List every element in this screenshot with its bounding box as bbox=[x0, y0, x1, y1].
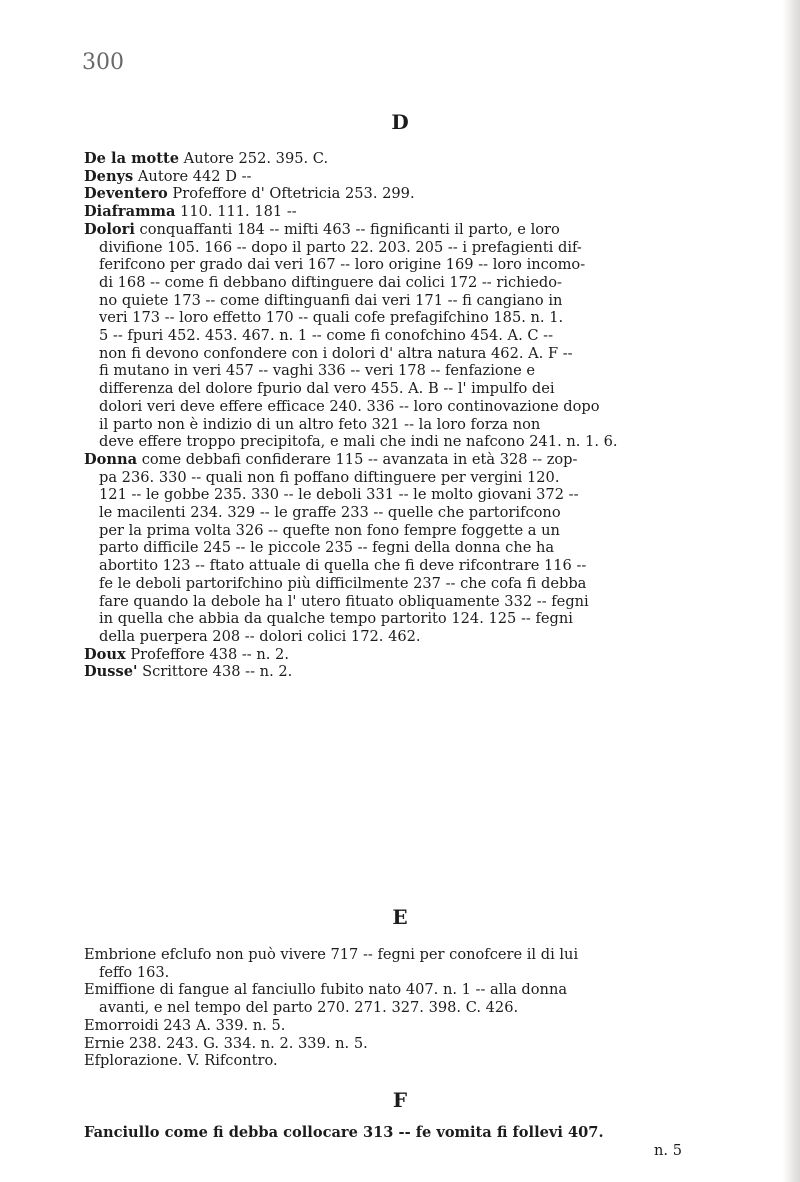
entry-text: Scrittore 438 -- n. 2. bbox=[137, 663, 293, 681]
entry-text: Emorroidi 243 A. 339. n. 5. bbox=[84, 1016, 286, 1034]
index-entry bbox=[84, 168, 712, 186]
index-entry bbox=[84, 1052, 712, 1070]
index-entry bbox=[84, 203, 712, 221]
entry-text: conquaffanti 184 -- mifti 463 -- fignificanti il parto, e loro divifione 105. 166 -- dopo il parto 22. 203. 205 -- i prefagienti dif- ferifcono per grado dai veri 167 -- loro origine 169 -- loro incomo- di 168 -- come fi debbano diftinguere dai colici 172 -- richiedo- no quiete 173 -- come diftinguanfi dai veri 171 -- fi cangiano in veri 173 -- loro effetto 170 -- quali cofe prefagifchino 185. n. 1. 5 -- fpuri 452. 453. 467. n. 1 -- come fi conofchino 454. A. C -- non fi devono confondere con i dolori d' altra natura 462. A. F -- fi mutano in veri 457 -- vaghi 336 -- veri 178 -- fenfazione e differenza del dolore fpurio dal vero 455. A. B -- l' impulfo dei dolori veri deve effere efficace 240. 336 -- loro continovazione dopo il parto non è indizio di un altro feto 321 -- la loro forza non deve effere troppo precipitofa, e mali che indi ne nafcono 241. n. 1. 6. bbox=[99, 220, 618, 451]
index-entry bbox=[84, 221, 712, 451]
index-entry bbox=[84, 1017, 712, 1035]
entry-text: Ernie 238. 243. G. 334. n. 2. 339. n. 5. bbox=[84, 1034, 368, 1052]
entry-head: Donna bbox=[84, 450, 138, 468]
section-letter-f: F bbox=[392, 1088, 408, 1112]
entry-head: Deventero bbox=[84, 185, 168, 203]
index-entry bbox=[84, 663, 712, 681]
index-section-d bbox=[84, 150, 712, 681]
index-section-e bbox=[84, 946, 712, 1070]
entry-text: Profeffore d' Oftetricia 253. 299. bbox=[167, 185, 415, 203]
index-entry bbox=[84, 981, 712, 1016]
entry-text: Efplorazione. V. Rifcontro. bbox=[84, 1052, 278, 1070]
entry-text: Autore 442 D -- bbox=[133, 167, 252, 185]
entry-text: come debbafi confiderare 115 -- avanzata in età 328 -- zop- pa 236. 330 -- quali non fi poffano diftinguere per vergini 120. 121 -- le gobbe 235. 330 -- le deboli 331 -- le molto giovani 372 -- le macilenti 234. 329 -- le graffe 233 -- quelle che partorifcono per la prima volta 326 -- quefte non fono fempre foggette a un parto difficile 245 -- le piccole 235 -- fegni della donna che ha abortito 123 -- ftato attuale di quella che fi deve rifcontrare 116 -- fe le deboli partorifchino più difficilmente 237 -- che cofa fi debba fare quando la debole ha l' utero fituato obliquamente 332 -- fegni in quella che abbia da qualche tempo partorito 124. 125 -- fegni della puerpera 208 -- dolori colici 172. 462. bbox=[99, 450, 589, 645]
entry-head: Dolori bbox=[84, 220, 135, 238]
entry-head: Dusse' bbox=[84, 663, 138, 681]
index-entry bbox=[84, 185, 712, 203]
entry-head: Diaframma bbox=[84, 203, 176, 221]
entry-text: Fanciullo come fi debba collocare 313 -- fe vomita fi follevi 407. bbox=[84, 1124, 604, 1141]
entry-head: Denys bbox=[84, 167, 134, 185]
index-section-f bbox=[84, 1124, 712, 1159]
entry-text: Embrione efclufo non può vivere 717 -- fegni per conofcere il di lui feffo 163. bbox=[84, 946, 579, 981]
index-entry bbox=[84, 946, 712, 981]
entry-text: Emiffione di fangue al fanciullo fubito nato 407. n. 1 -- alla donna avanti, e nel tempo del parto 270. 271. 327. 398. C. 426. bbox=[84, 981, 568, 1017]
entry-continuation: n. 5 bbox=[654, 1141, 682, 1159]
index-entry bbox=[84, 646, 712, 664]
page-edge-shadow bbox=[782, 0, 800, 1182]
entry-text: Autore 252. 395. C. bbox=[179, 150, 329, 167]
index-entry bbox=[84, 1035, 712, 1053]
entry-text: Profeffore 438 -- n. 2. bbox=[125, 645, 289, 663]
entry-head: De la motte bbox=[84, 150, 180, 167]
index-entry bbox=[84, 451, 712, 646]
section-letter-d: D bbox=[391, 110, 409, 134]
index-entry bbox=[84, 150, 712, 168]
index-entry bbox=[84, 1124, 712, 1142]
entry-text: 110. 111. 181 -- bbox=[175, 203, 297, 221]
entry-head: Doux bbox=[84, 645, 126, 663]
page-number: 300 bbox=[82, 50, 124, 75]
section-letter-e: E bbox=[392, 905, 408, 929]
